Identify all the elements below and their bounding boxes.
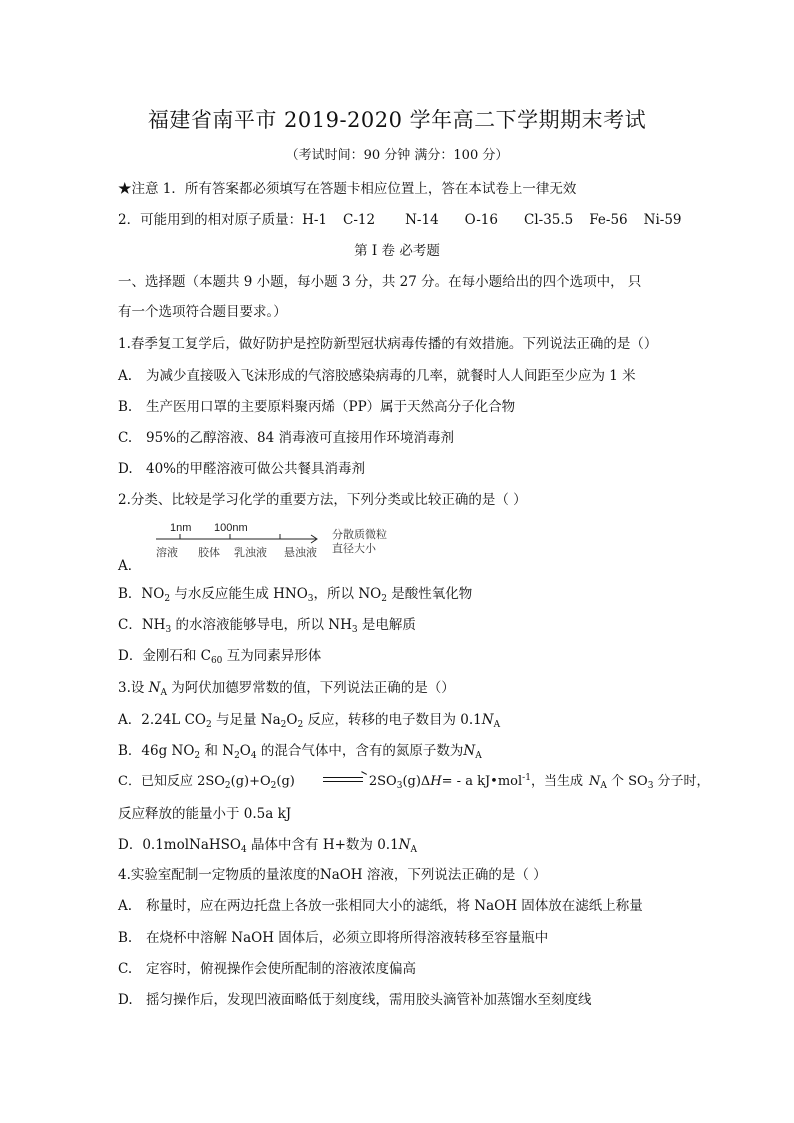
q4-option-c — [118, 957, 416, 977]
option-text: 为减少直接吸入飞沫形成的气溶胶感染病毒的几率，就餐时人人间距至少应为 1 米 — [146, 368, 636, 384]
note-1: ★注意 1．所有答案都必须填写在答题卡相应位置上，答在本试卷上一律无效 — [118, 181, 577, 197]
option-label: C. — [118, 430, 133, 446]
option-text: 定容时，俯视操作会使所配制的溶液浓度偏高 — [146, 961, 416, 977]
subscript: 3 — [165, 625, 172, 635]
option-label: C. — [118, 961, 133, 977]
region-emulsion: 乳浊液 — [234, 546, 267, 559]
q1-stem: 1.春季复工复学后，做好防护是控防新型冠状病毒传播的有效措施。下列说法正确的是（） — [118, 336, 658, 352]
option-label: A. — [118, 898, 133, 914]
q1-option-c — [118, 426, 454, 446]
text: 的水溶液能够导电，所以 NH — [171, 617, 352, 633]
axis-title-line1: 分散质微粒 — [332, 528, 387, 541]
text: 个 SO — [606, 774, 648, 789]
text: (g)Δ — [402, 774, 431, 789]
option-text: 生产医用口罩的主要原料聚丙烯（PP）属于天然高分子化合物 — [146, 399, 516, 415]
q3-option-c-line2: 反应释放的能量小于 0.5a kJ — [118, 806, 292, 822]
tick-label-1nm: 1nm — [170, 522, 192, 534]
text: 0.1molNaHSO — [142, 837, 241, 853]
mass-cl: Cl-35.5 — [523, 212, 574, 228]
option-text: 95%的乙醇溶液、84 消毒液可直接用作环境消毒剂 — [146, 430, 454, 446]
section-title: 第 I 卷 必考题 — [354, 243, 440, 259]
text: = - a kJ•mol — [441, 774, 523, 789]
text: ，所以 NO — [313, 586, 382, 602]
tick-label-100nm: 100nm — [214, 522, 248, 534]
subscript: 2 — [205, 720, 212, 730]
subscript: A — [493, 720, 501, 730]
superscript: -1 — [522, 773, 531, 783]
subscript: 4 — [250, 751, 257, 761]
q3-option-a — [118, 708, 500, 730]
subscript: A — [160, 688, 167, 698]
text: 与水反应能生成 HNO — [170, 586, 308, 602]
subscript: 2 — [381, 594, 387, 604]
option-label: D． — [118, 648, 143, 664]
subscript: 2 — [234, 751, 240, 761]
q3-option-b — [118, 739, 482, 761]
text: 3.设 — [118, 680, 149, 696]
option-text: 40%的甲醛溶液可做公共餐具消毒剂 — [146, 461, 366, 477]
mass-h: H-1 — [302, 212, 328, 228]
text: 是酸性氧化物 — [386, 586, 473, 602]
text: 已知反应 2SO — [140, 774, 225, 789]
subscript: A — [600, 781, 607, 791]
avogadro-symbol: N — [481, 712, 494, 728]
q2-option-a-label: A． — [118, 558, 142, 574]
q2-option-b — [118, 582, 472, 604]
option-label: A． — [118, 712, 142, 728]
text: 互为同素异形体 — [222, 648, 322, 664]
mass-o: O-16 — [464, 212, 498, 228]
text: 46g NO — [141, 743, 195, 759]
q1-option-a — [118, 364, 636, 384]
option-label: B． — [118, 743, 142, 759]
option-label: C． — [118, 774, 141, 789]
q3-stem — [118, 676, 455, 698]
q2-option-d — [118, 644, 321, 666]
mass-ni: Ni-59 — [643, 212, 682, 228]
note-2-prefix: 2．可能用到的相对原子质量： — [118, 212, 303, 228]
option-text: 摇匀操作后，发现凹液面略低于刻度线，需用胶头滴管补加蒸馏水至刻度线 — [146, 992, 592, 1008]
option-label: D． — [118, 837, 143, 853]
axis-title-line2: 直径大小 — [332, 542, 376, 555]
text: 为阿伏加德罗常数的值，下列说法正确的是（） — [166, 680, 455, 696]
mass-n: N-14 — [405, 212, 439, 228]
q2-stem: 2.分类、比较是学习化学的重要方法，下列分类或比较正确的是（ ） — [118, 492, 527, 508]
option-label: C． — [118, 617, 142, 633]
avogadro-symbol: N — [148, 680, 161, 696]
region-colloid: 胶体 — [198, 546, 220, 559]
subscript: 3 — [396, 781, 403, 791]
option-label: A. — [118, 368, 133, 384]
q1-option-d — [118, 457, 365, 477]
subscript: 2 — [224, 781, 231, 791]
text: 与足量 Na — [211, 712, 281, 728]
subscript: 60 — [210, 656, 223, 666]
text: 金刚石和 C — [142, 648, 211, 664]
avogadro-symbol: N — [398, 837, 411, 853]
region-solution: 溶液 — [156, 546, 178, 559]
q2-option-c — [118, 613, 416, 635]
text: NH — [141, 617, 166, 633]
dispersion-diagram — [118, 520, 418, 570]
note-2 — [118, 208, 682, 228]
subscript: 3 — [647, 781, 654, 791]
part1-line2: 有一个选项符合题目要求。） — [118, 304, 287, 320]
text: 2SO — [368, 774, 397, 789]
option-text: 称量时，应在两边托盘上各放一张相同大小的滤纸，将 NaOH 固体放在滤纸上称量 — [146, 898, 643, 914]
text: 和 N — [200, 743, 235, 759]
q4-option-b — [118, 926, 548, 946]
option-label: D. — [118, 992, 133, 1008]
text: (g)+O — [230, 774, 271, 789]
subscript: 2 — [164, 594, 171, 604]
exam-info: （考试时间：90 分钟 满分：100 分） — [285, 148, 509, 163]
avogadro-symbol: N — [588, 774, 601, 789]
subscript: 3 — [307, 594, 314, 604]
text: 分子时， — [653, 774, 710, 789]
text: O — [239, 743, 251, 759]
mass-fe: Fe-56 — [589, 212, 628, 228]
q4-option-d — [118, 988, 592, 1008]
option-label: B. — [118, 930, 133, 946]
mass-c: C-12 — [343, 212, 376, 228]
q3-option-c — [118, 770, 710, 791]
subscript: 2 — [280, 720, 287, 730]
subscript: 4 — [241, 845, 247, 855]
text: 晶体中含有 H+数为 0.1 — [246, 837, 399, 853]
text: (g) — [276, 774, 295, 789]
subscript: A — [475, 751, 482, 761]
q4-option-a — [118, 894, 643, 914]
part1-line1: 一、选择题（本题共 9 小题，每小题 3 分，共 27 分。在每小题给出的四个选项中， 只 — [118, 274, 642, 290]
subscript: 2 — [194, 751, 201, 761]
subscript: A — [410, 845, 417, 855]
option-label: B． — [118, 586, 142, 602]
text: O — [286, 712, 298, 728]
q4-stem: 4.实验室配制一定物质的量浓度的NaOH 溶液，下列说法正确的是（ ） — [118, 867, 547, 883]
text: NO — [141, 586, 165, 602]
option-text: 在烧杯中溶解 NaOH 固体后，必须立即将所得溶液转移至容量瓶中 — [146, 930, 549, 946]
text: 2.24L CO — [141, 712, 206, 728]
text: 反应，转移的电子数目为 0.1 — [303, 712, 482, 728]
enthalpy-symbol: H — [430, 774, 442, 789]
option-label: B. — [118, 399, 133, 415]
region-suspension: 悬浊液 — [284, 546, 317, 559]
page-title: 福建省南平市 2019-2020 学年高二下学期期末考试 — [147, 108, 647, 132]
subscript: 2 — [270, 781, 277, 791]
subscript: 2 — [297, 720, 304, 730]
text: ，当生成 — [530, 774, 583, 789]
avogadro-symbol: N — [463, 743, 476, 759]
option-label: D. — [118, 461, 133, 477]
q1-option-b — [118, 395, 515, 415]
q3-option-d — [118, 833, 417, 855]
reversible-arrow-icon — [323, 775, 367, 785]
text: 是电解质 — [357, 617, 416, 633]
text: 的混合气体中，含有的氮原子数为 — [256, 743, 464, 759]
subscript: 3 — [351, 625, 358, 635]
dispersion-diagram-svg — [118, 520, 418, 570]
